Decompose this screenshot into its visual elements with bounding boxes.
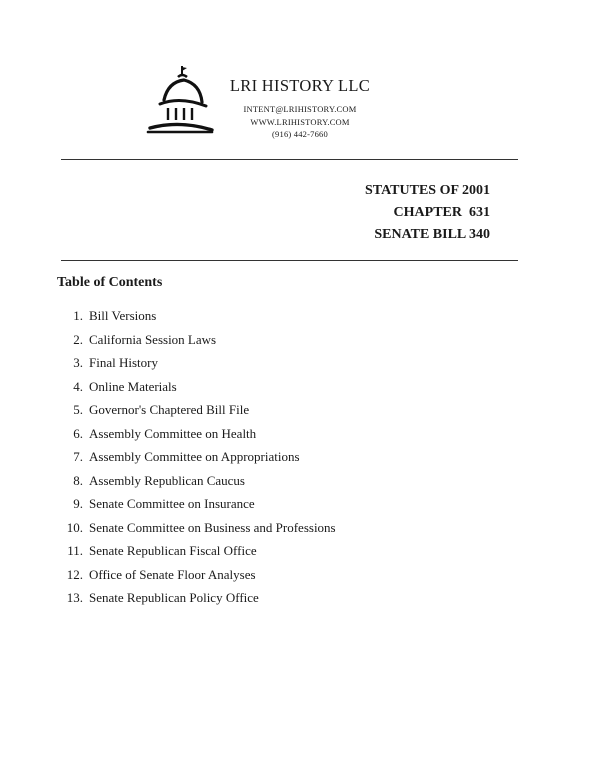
toc-item-number: 9. — [73, 496, 83, 511]
header-divider — [61, 159, 518, 160]
letterhead — [222, 76, 378, 141]
capitol-dome-icon — [140, 64, 220, 140]
toc-item-label: Senate Committee on Insurance — [89, 496, 255, 511]
statutes-year: STATUTES OF 2001 — [365, 183, 490, 198]
toc-item-number: 6. — [73, 425, 83, 441]
toc-item — [60, 494, 336, 518]
bill-number: SENATE BILL 340 — [374, 227, 490, 242]
toc-item-number: 10. — [66, 519, 83, 535]
toc-item-label: Assembly Committee on Health — [89, 425, 257, 441]
toc-item-label: Senate Republican Fiscal Office — [89, 543, 257, 558]
toc-item-number: 2. — [73, 331, 83, 347]
toc-item — [60, 588, 336, 612]
toc-item — [60, 330, 336, 354]
toc-item-label: Assembly Committee on Appropriations — [89, 449, 300, 464]
toc-item-number: 5. — [73, 402, 83, 417]
toc-item-label: Assembly Republican Caucus — [89, 472, 245, 488]
toc-title: Table of Contents — [57, 275, 163, 290]
statute-divider — [61, 260, 518, 261]
toc-item-label: Senate Republican Policy Office — [89, 590, 259, 605]
toc-item-label: California Session Laws — [89, 331, 217, 347]
toc-item-label: Online Materials — [89, 378, 177, 394]
toc-item-label: Governor's Chaptered Bill File — [89, 402, 250, 417]
toc-item — [60, 400, 336, 424]
toc-item-number: 12. — [66, 566, 83, 582]
statute-block — [365, 180, 490, 246]
toc-item-number: 11. — [67, 543, 83, 558]
toc-item — [60, 518, 336, 542]
toc-item-number: 7. — [73, 449, 83, 464]
toc-item-label: Final History — [89, 355, 158, 370]
toc-item-number: 4. — [73, 378, 83, 394]
chapter-number: CHAPTER 631 — [393, 205, 490, 220]
toc-item-number: 3. — [73, 355, 83, 370]
toc-item — [60, 565, 336, 589]
toc-item — [60, 424, 336, 448]
phone-number: (916) 442-7660 — [272, 129, 328, 139]
company-name: LRI HISTORY LLC — [229, 76, 371, 95]
toc-item — [60, 471, 336, 495]
toc-item — [60, 447, 336, 471]
toc-item-label: Bill Versions — [89, 308, 157, 323]
toc-item — [60, 541, 336, 565]
website-address: WWW.LRIHISTORY.COM — [250, 116, 350, 127]
toc-item — [60, 353, 336, 377]
toc-item-number: 1. — [73, 308, 83, 323]
toc-item-number: 8. — [73, 472, 83, 488]
toc-list — [60, 306, 336, 612]
toc-item-number: 13. — [66, 590, 83, 605]
toc-item — [60, 377, 336, 401]
email-address: INTENT@LRIHISTORY.COM — [243, 104, 357, 114]
toc-item-label: Office of Senate Floor Analyses — [89, 566, 256, 582]
toc-item-label: Senate Committee on Business and Professions — [89, 519, 336, 535]
toc-item — [60, 306, 336, 330]
